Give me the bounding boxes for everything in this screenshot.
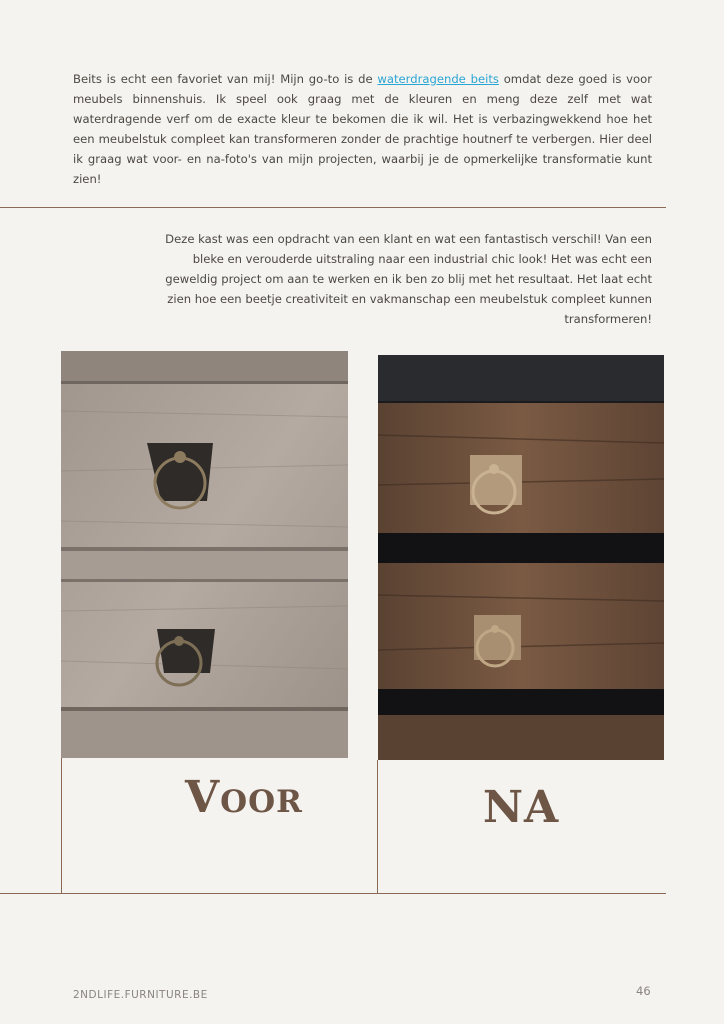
before-label: Voor xyxy=(185,772,303,823)
intro-text-end: omdat deze goed is voor meubels binnenshuis. Ik speel ook graag met de kleuren en meng deze zelf met wat waterdragende verf om de exacte kleur te bekomen die ik wil. Het is verbazingwekkend hoe het een meubelstuk compleet kan transformeren zonder de prachtige houtnerf te verbergen. Hier deel ik graag wat voor- en na-foto's van mijn projecten, waarbij je de opmerkelijke transformatie kunt zien! xyxy=(73,72,652,186)
page-number: 46 xyxy=(636,984,651,998)
after-handle-bottom xyxy=(474,615,521,666)
section-divider xyxy=(0,207,666,208)
project-caption: Deze kast was een opdracht van een klant en wat een fantastisch verschil! Van een bleke en verouderde uitstraling naar een industrial chic look! Het was echt een geweldig project om aan te werken en ik ben zo blij met het resultaat. Het laat echt zien hoe een beetje creativiteit en vakmanschap een meubelstuk compleet kunnen transformeren! xyxy=(165,232,652,326)
frame-bottom-line xyxy=(0,893,666,894)
after-photo xyxy=(378,355,664,760)
intro-paragraph xyxy=(73,69,652,189)
waterdragende-beits-link[interactable]: waterdragende beits xyxy=(377,72,499,86)
intro-text-start: Beits is echt een favoriet van mij! Mijn go-to is de xyxy=(73,72,378,86)
before-photo xyxy=(61,351,348,758)
after-handle-top xyxy=(470,455,522,513)
footer-brand: 2NDLIFE.FURNITURE.BE xyxy=(73,989,208,1001)
after-label: NA xyxy=(482,782,560,833)
